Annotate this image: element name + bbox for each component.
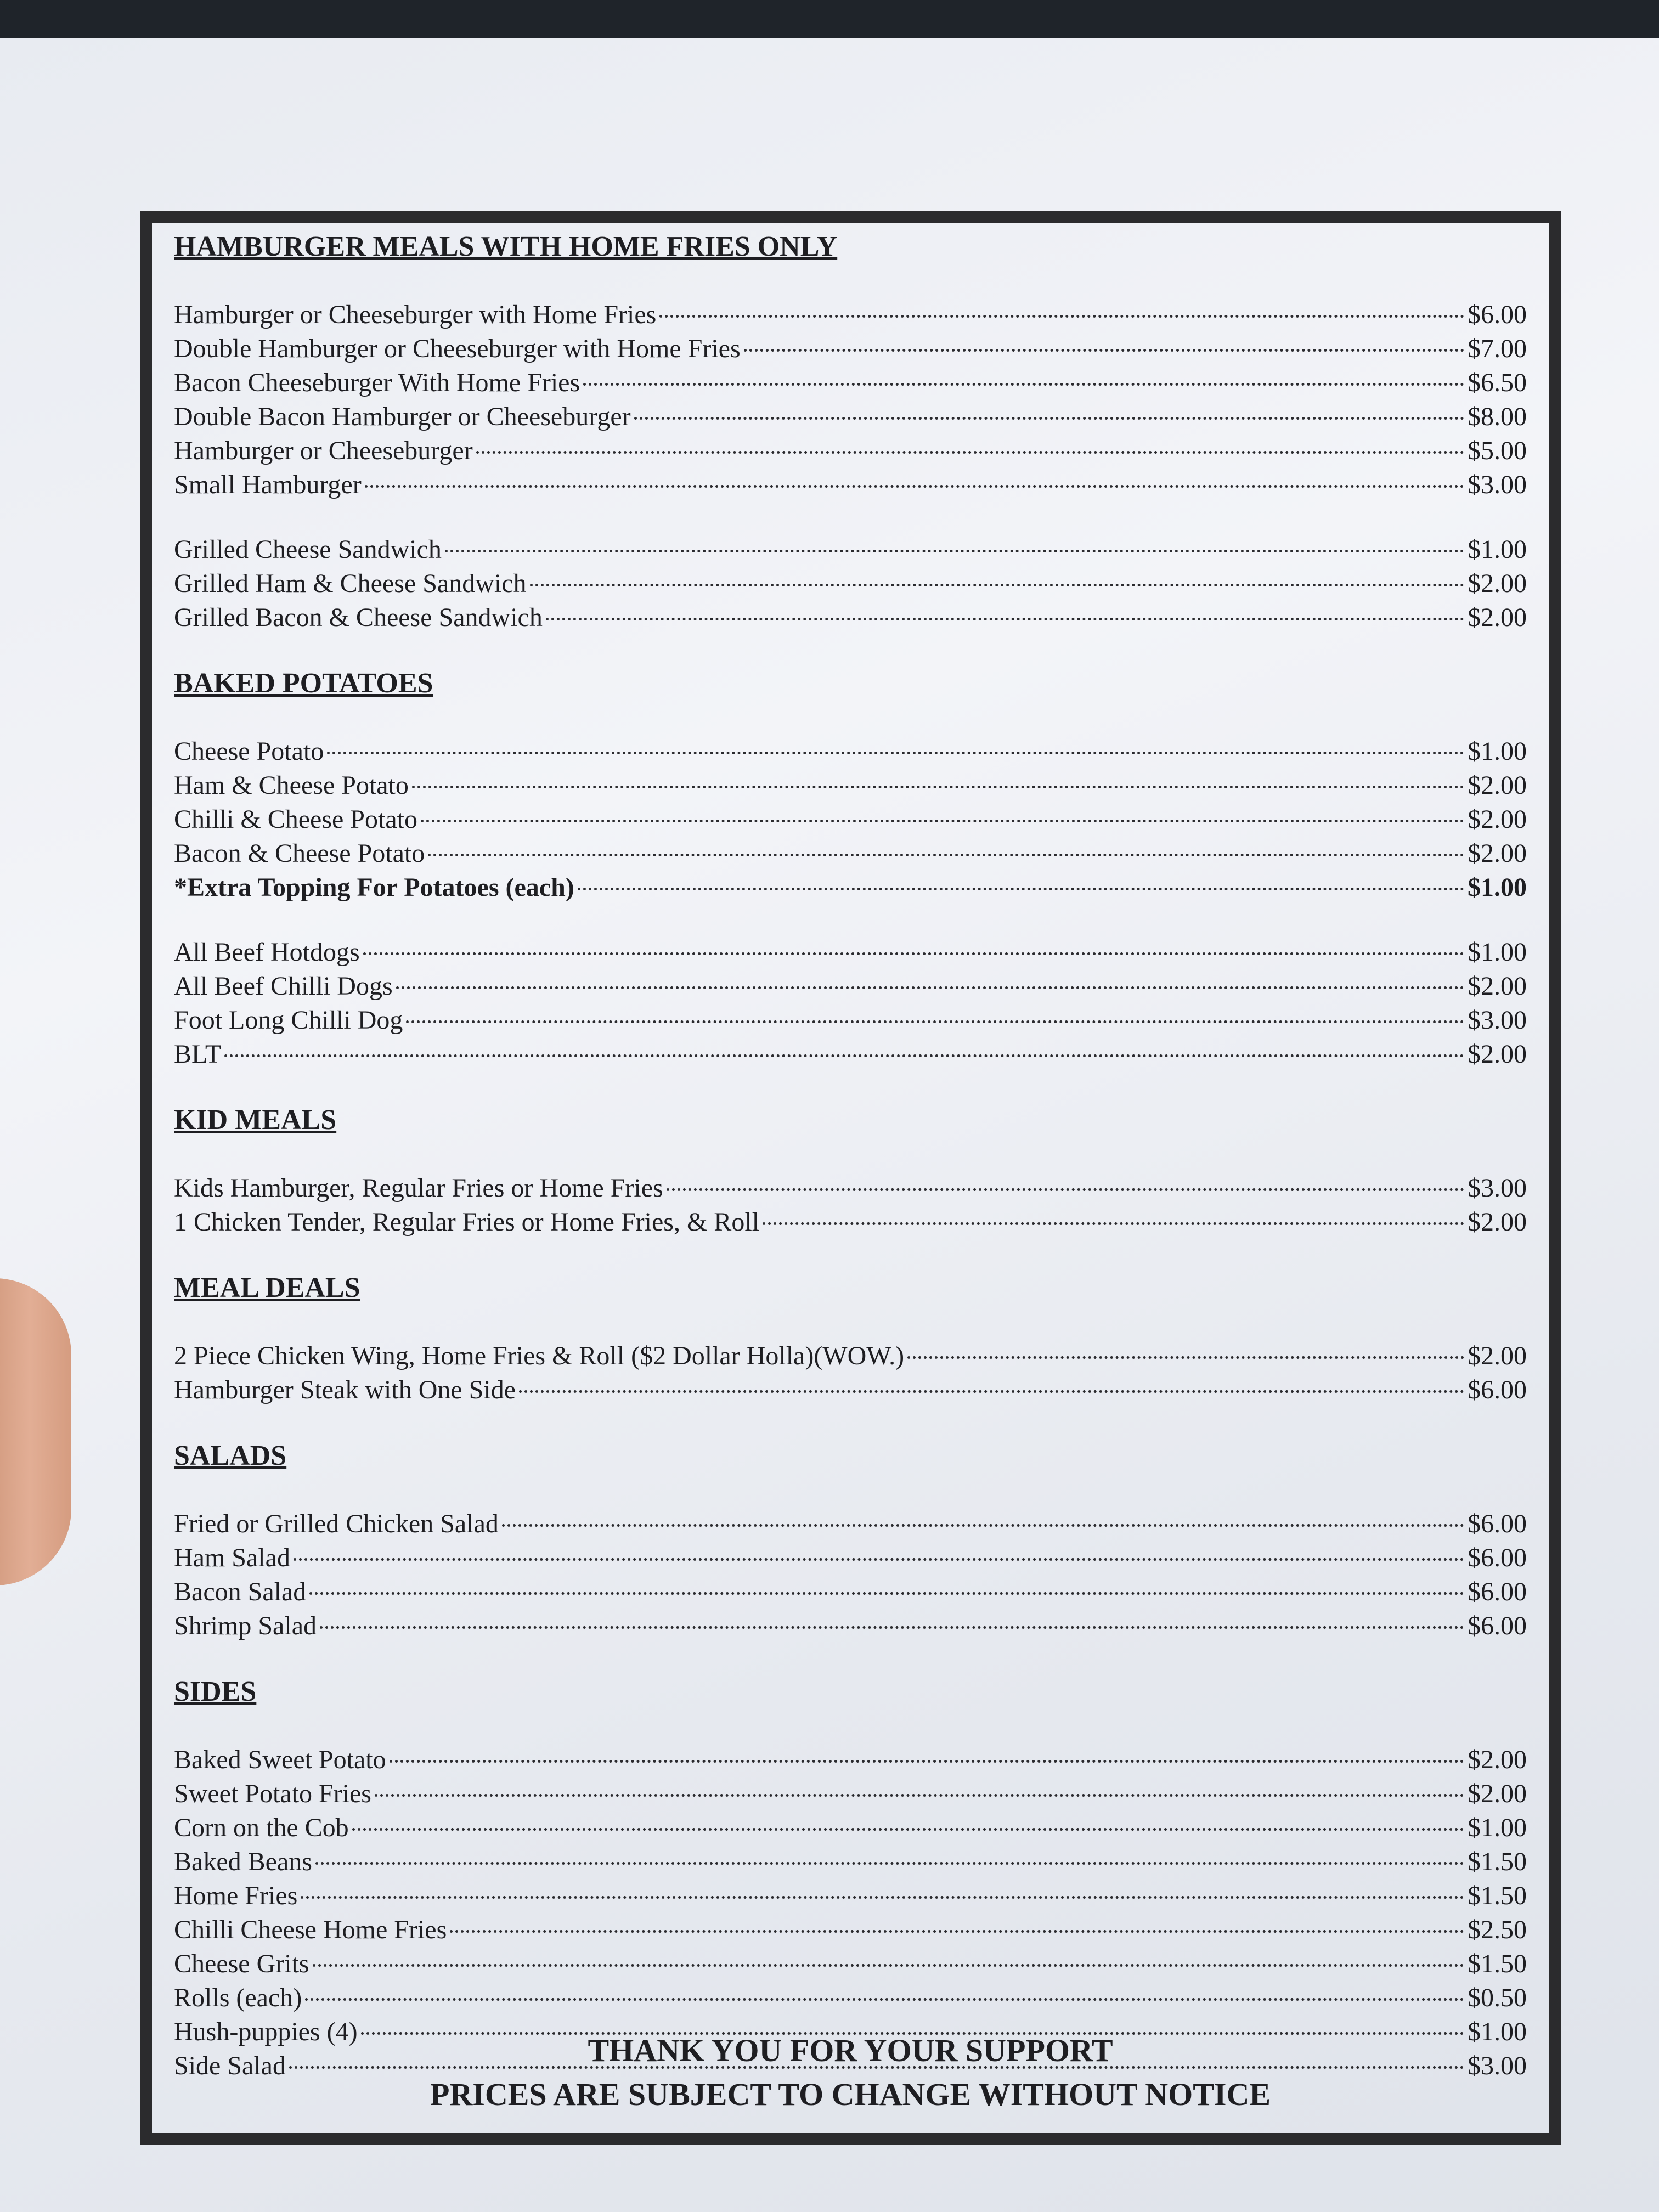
dot-leader bbox=[421, 820, 1464, 822]
menu-item-price: $1.00 bbox=[1468, 873, 1527, 902]
menu-item-name: Baked Sweet Potato bbox=[174, 1745, 386, 1774]
dot-leader bbox=[476, 451, 1464, 454]
dot-leader bbox=[390, 1760, 1464, 1763]
menu-item-name: Grilled Ham & Cheese Sandwich bbox=[174, 569, 527, 598]
menu-item bbox=[174, 533, 1527, 567]
menu-body bbox=[174, 229, 1527, 2083]
menu-item bbox=[174, 1541, 1527, 1575]
menu-item-price: $3.00 bbox=[1468, 1006, 1527, 1035]
menu-item bbox=[174, 1171, 1527, 1205]
menu-item-name: Double Bacon Hamburger or Cheeseburger bbox=[174, 402, 631, 431]
menu-item bbox=[174, 298, 1527, 332]
dot-leader bbox=[578, 888, 1464, 890]
menu-item bbox=[174, 1777, 1527, 1811]
menu-item bbox=[174, 735, 1527, 769]
menu-item-price: $2.00 bbox=[1468, 1341, 1527, 1370]
menu-item-group bbox=[174, 735, 1527, 905]
menu-item-price: $7.00 bbox=[1468, 334, 1527, 363]
dot-leader bbox=[502, 1524, 1464, 1527]
menu-item bbox=[174, 935, 1527, 969]
menu-item-name: Chilli Cheese Home Fries bbox=[174, 1915, 447, 1944]
menu-item-name: Chilli & Cheese Potato bbox=[174, 805, 417, 834]
section-heading: HAMBURGER MEALS WITH HOME FRIES ONLY bbox=[174, 231, 838, 262]
dot-leader bbox=[412, 786, 1464, 788]
dot-leader bbox=[634, 417, 1464, 420]
menu-item bbox=[174, 1205, 1527, 1239]
menu-item bbox=[174, 1037, 1527, 1071]
menu-item bbox=[174, 1339, 1527, 1373]
menu-item-name: *Extra Topping For Potatoes (each) bbox=[174, 873, 574, 902]
menu-item-price: $3.00 bbox=[1468, 470, 1527, 499]
dot-leader bbox=[907, 1356, 1464, 1359]
menu-item bbox=[174, 803, 1527, 837]
menu-item-name: 1 Chicken Tender, Regular Fries or Home Fries, & Roll bbox=[174, 1207, 759, 1237]
footer-thanks: THANK YOU FOR YOUR SUPPORT bbox=[588, 2033, 1113, 2068]
menu-item-name: Kids Hamburger, Regular Fries or Home Fries bbox=[174, 1173, 663, 1203]
dot-leader bbox=[352, 1828, 1464, 1831]
menu-item bbox=[174, 1845, 1527, 1879]
menu-item-price: $2.00 bbox=[1468, 569, 1527, 598]
dot-leader bbox=[309, 1592, 1464, 1595]
menu-item-name: Corn on the Cob bbox=[174, 1813, 349, 1842]
dot-leader bbox=[667, 1188, 1464, 1191]
menu-item-price: $1.00 bbox=[1468, 2017, 1527, 2046]
menu-item-name: Foot Long Chilli Dog bbox=[174, 1006, 403, 1035]
section-heading: BAKED POTATOES bbox=[174, 668, 433, 699]
menu-item-price: $2.00 bbox=[1468, 805, 1527, 834]
menu-item-price: $2.00 bbox=[1468, 1779, 1527, 1808]
menu-item-price: $6.00 bbox=[1468, 1509, 1527, 1538]
menu-item-name: Grilled Bacon & Cheese Sandwich bbox=[174, 603, 543, 632]
menu-item bbox=[174, 1003, 1527, 1037]
dot-leader bbox=[224, 1054, 1464, 1057]
dot-leader bbox=[320, 1626, 1464, 1629]
menu-item-price: $1.50 bbox=[1468, 1847, 1527, 1876]
menu-footer bbox=[152, 2029, 1549, 2117]
menu-item-price: $0.50 bbox=[1468, 1983, 1527, 2012]
menu-item bbox=[174, 769, 1527, 803]
menu-item-price: $6.00 bbox=[1468, 1611, 1527, 1640]
menu-item-price: $1.00 bbox=[1468, 535, 1527, 564]
dot-leader bbox=[313, 1964, 1464, 1967]
section-heading: SIDES bbox=[174, 1676, 257, 1707]
menu-item bbox=[174, 1981, 1527, 2015]
menu-item bbox=[174, 1507, 1527, 1541]
menu-item-group bbox=[174, 533, 1527, 635]
menu-item-price: $2.00 bbox=[1468, 972, 1527, 1001]
menu-item bbox=[174, 1811, 1527, 1845]
menu-item-name: Hamburger or Cheeseburger bbox=[174, 436, 473, 465]
menu-item bbox=[174, 366, 1527, 400]
menu-item-name: BLT bbox=[174, 1040, 222, 1069]
menu-item bbox=[174, 969, 1527, 1003]
menu-item-name: Grilled Cheese Sandwich bbox=[174, 535, 442, 564]
menu-item-price: $1.50 bbox=[1468, 1881, 1527, 1910]
menu-item-name: Ham & Cheese Potato bbox=[174, 771, 409, 800]
menu-item-name: Double Hamburger or Cheeseburger with Home Fries bbox=[174, 334, 741, 363]
menu-item-price: $6.00 bbox=[1468, 1375, 1527, 1404]
menu-item bbox=[174, 601, 1527, 635]
menu-item-price: $3.00 bbox=[1468, 1173, 1527, 1203]
menu-item-name: Hush-puppies (4) bbox=[174, 2017, 358, 2046]
menu-item bbox=[174, 837, 1527, 871]
menu-item-price: $2.00 bbox=[1468, 771, 1527, 800]
dot-leader bbox=[519, 1390, 1464, 1393]
menu-item-price: $6.50 bbox=[1468, 368, 1527, 397]
footer-price-notice: PRICES ARE SUBJECT TO CHANGE WITHOUT NOTICE bbox=[430, 2076, 1271, 2112]
menu-item-price: $2.00 bbox=[1468, 1745, 1527, 1774]
section-heading: KID MEALS bbox=[174, 1104, 337, 1136]
menu-item-name: Sweet Potato Fries bbox=[174, 1779, 371, 1808]
dot-leader bbox=[363, 952, 1464, 955]
dot-leader bbox=[294, 1558, 1464, 1561]
menu-item-name: Side Salad bbox=[174, 2051, 286, 2080]
menu-item-name: Shrimp Salad bbox=[174, 1611, 317, 1640]
dot-leader bbox=[406, 1020, 1464, 1023]
dot-leader bbox=[546, 618, 1464, 620]
menu-item-name: Hamburger or Cheeseburger with Home Fries bbox=[174, 300, 657, 329]
menu-frame bbox=[140, 211, 1561, 2145]
menu-item bbox=[174, 434, 1527, 468]
dot-leader bbox=[445, 550, 1464, 552]
menu-item-group bbox=[174, 1171, 1527, 1239]
menu-item-price: $1.00 bbox=[1468, 938, 1527, 967]
menu-item-name: Cheese Potato bbox=[174, 737, 324, 766]
dot-leader bbox=[530, 584, 1464, 586]
dot-leader bbox=[315, 1862, 1464, 1865]
menu-item-name: 2 Piece Chicken Wing, Home Fries & Roll ($2 Dollar Holla)(WOW.) bbox=[174, 1341, 905, 1370]
menu-item-name: All Beef Hotdogs bbox=[174, 938, 360, 967]
menu-item-name: Cheese Grits bbox=[174, 1949, 309, 1978]
holding-thumb bbox=[0, 1278, 71, 1585]
menu-item-group bbox=[174, 1339, 1527, 1407]
dot-leader bbox=[659, 315, 1464, 318]
menu-item bbox=[174, 468, 1527, 502]
menu-item-price: $1.50 bbox=[1468, 1949, 1527, 1978]
dot-leader bbox=[744, 349, 1464, 352]
dot-leader bbox=[583, 383, 1464, 386]
menu-item bbox=[174, 1743, 1527, 1777]
menu-item-price: $2.00 bbox=[1468, 839, 1527, 868]
section-heading: MEAL DEALS bbox=[174, 1272, 360, 1304]
menu-item-price: $2.00 bbox=[1468, 1040, 1527, 1069]
menu-item-price: $3.00 bbox=[1468, 2051, 1527, 2080]
dot-leader bbox=[327, 752, 1464, 754]
menu-item-price: $1.00 bbox=[1468, 737, 1527, 766]
menu-item-price: $8.00 bbox=[1468, 402, 1527, 431]
menu-item-name: Bacon Cheeseburger With Home Fries bbox=[174, 368, 580, 397]
menu-item-price: $2.00 bbox=[1468, 603, 1527, 632]
menu-item-name: All Beef Chilli Dogs bbox=[174, 972, 393, 1001]
dot-leader bbox=[365, 485, 1464, 488]
menu-item bbox=[174, 1609, 1527, 1643]
menu-item bbox=[174, 400, 1527, 434]
menu-item-name: Rolls (each) bbox=[174, 1983, 302, 2012]
menu-item bbox=[174, 567, 1527, 601]
menu-item-price: $6.00 bbox=[1468, 300, 1527, 329]
menu-item-name: Home Fries bbox=[174, 1881, 298, 1910]
menu-item bbox=[174, 1575, 1527, 1609]
menu-item bbox=[174, 1373, 1527, 1407]
menu-item-group bbox=[174, 1507, 1527, 1643]
menu-item bbox=[174, 1947, 1527, 1981]
menu-item-name: Small Hamburger bbox=[174, 470, 362, 499]
menu-item-price: $2.00 bbox=[1468, 1207, 1527, 1237]
dot-leader bbox=[450, 1930, 1464, 1933]
dot-leader bbox=[375, 1794, 1464, 1797]
dot-leader bbox=[301, 1896, 1464, 1899]
dot-leader bbox=[763, 1222, 1464, 1225]
section-heading: SALADS bbox=[174, 1440, 287, 1471]
menu-item-group bbox=[174, 935, 1527, 1071]
menu-item bbox=[174, 871, 1527, 905]
menu-item-price: $5.00 bbox=[1468, 436, 1527, 465]
menu-item bbox=[174, 1879, 1527, 1913]
dot-leader bbox=[428, 854, 1464, 856]
menu-item bbox=[174, 332, 1527, 366]
menu-item-name: Bacon Salad bbox=[174, 1577, 307, 1606]
dot-leader bbox=[396, 986, 1464, 989]
menu-item-group bbox=[174, 298, 1527, 502]
menu-item-price: $1.00 bbox=[1468, 1813, 1527, 1842]
dot-leader bbox=[305, 1998, 1464, 2001]
menu-item-price: $6.00 bbox=[1468, 1543, 1527, 1572]
menu-item-price: $6.00 bbox=[1468, 1577, 1527, 1606]
menu-item-name: Fried or Grilled Chicken Salad bbox=[174, 1509, 499, 1538]
menu-item-name: Ham Salad bbox=[174, 1543, 290, 1572]
menu-item-name: Hamburger Steak with One Side bbox=[174, 1375, 516, 1404]
menu-item-name: Baked Beans bbox=[174, 1847, 312, 1876]
menu-item-name: Bacon & Cheese Potato bbox=[174, 839, 425, 868]
menu-item-price: $2.50 bbox=[1468, 1915, 1527, 1944]
menu-item bbox=[174, 1913, 1527, 1947]
